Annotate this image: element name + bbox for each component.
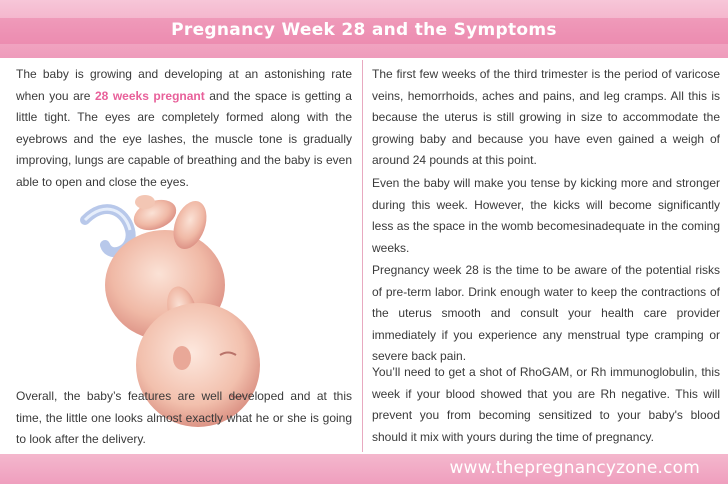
left-outro-paragraph: Overall, the baby’s features are well developed and at this time, the little one looks almost exactly what he or she is going to look after the delivery. <box>16 389 352 446</box>
right-paragraph-4: You’ll need to get a shot of RhoGAM, or Rh immunoglobulin, this week if your blood showed that you are Rh negative. This will prevent you from becoming sensitized to your baby's blood should it mix with yours during the time of pregnancy. <box>372 365 720 444</box>
weeks-pregnant-highlight: 28 weeks pregnant <box>94 88 205 103</box>
page-title: Pregnancy Week 28 and the Symptoms <box>171 20 557 40</box>
right-paragraph-3: Pregnancy week 28 is the time to be aware of the potential risks of pre-term labor. Drink enough water to keep the contractions of the uterus smooth and consult your health care provider immediately if you experience any menstrual type cramping or severe back pain. <box>372 263 720 363</box>
footer-banner <box>0 454 728 484</box>
column-divider <box>362 60 363 452</box>
right-paragraph-2: Even the baby will make you tense by kicking more and stronger during this week. However, the kicks will become significantly less as the space in the womb becomesinadequate in the coming weeks. <box>372 176 720 255</box>
intro-text-end: and the space is getting a little tight. The eyes are completely formed along with the eyebrows and the eye lashes, the muscle tone is gradually improving, lungs are capable of breathing and the baby is even able to open and close the eyes. <box>16 88 352 189</box>
right-paragraph-1: The first few weeks of the third trimester is the period of varicose veins, hemorrhoids, aches and pains, and leg cramps. All this is because the uterus is still growing in size to accommodate the growing baby and because you have even gained a weigh of around 24 pounds at this point. <box>372 67 720 167</box>
site-url[interactable]: www.thepregnancyzone.com <box>449 458 700 478</box>
intro-text-start: The baby is growing and developing at an astonishing rate when you are <box>16 67 352 103</box>
left-intro-paragraph <box>16 64 352 193</box>
header-banner <box>0 0 728 58</box>
